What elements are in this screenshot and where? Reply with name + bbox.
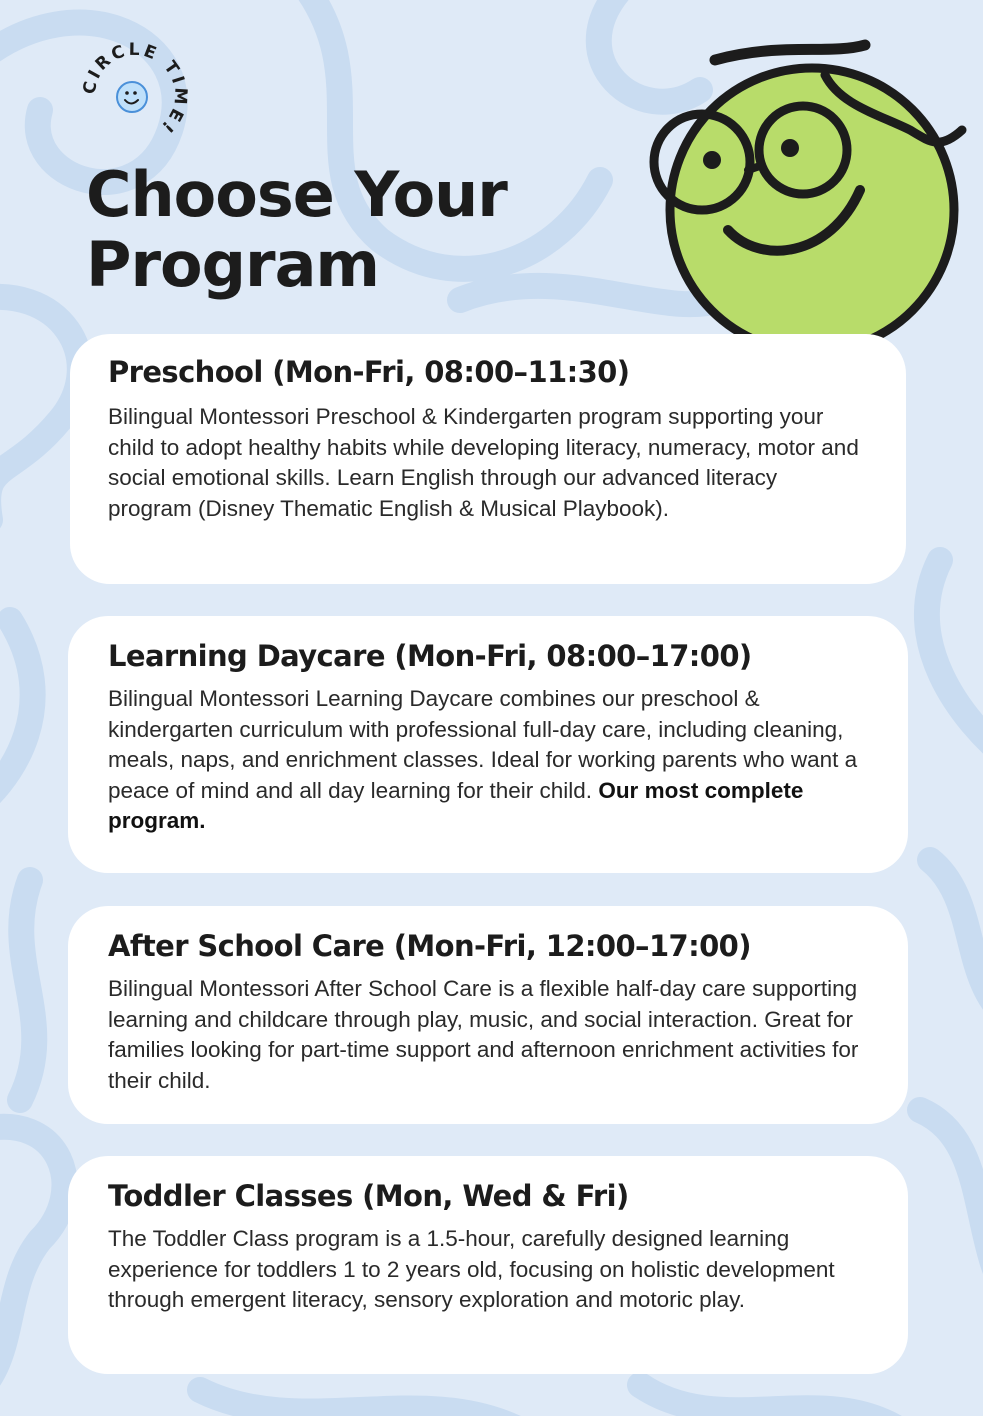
- program-description: The Toddler Class program is a 1.5-hour, carefully designed learning experience for toddlers 1 to 2 years old, focusing on holistic development through emergent literacy, sensory exploration and motoric play.: [108, 1226, 835, 1312]
- logo-text: CIRCLE TIME!: [80, 40, 190, 139]
- program-card-after-school-care: [68, 906, 908, 1124]
- program-title: Preschool (Mon-Fri, 08:00–11:30): [108, 355, 630, 389]
- program-description: Bilingual Montessori After School Care is a flexible half-day care supporting learning and childcare through play, music, and social interaction. Great for families looking for part-time support and afternoon enrichment activities for their child.: [108, 976, 859, 1093]
- program-highlight: Our most complete program.: [108, 777, 804, 833]
- program-card-toddler-classes: [68, 1156, 908, 1374]
- program-card-preschool: [70, 334, 906, 584]
- page-title: Choose Your Program: [86, 158, 507, 301]
- program-card-learning-daycare: [68, 616, 908, 873]
- circle-time-logo: [80, 40, 190, 150]
- mascot-face-icon: [640, 30, 980, 350]
- program-title: Learning Daycare (Mon-Fri, 08:00–17:00): [108, 639, 752, 673]
- program-title: After School Care (Mon-Fri, 12:00–17:00): [108, 929, 751, 963]
- program-description-text: Bilingual Montessori Learning Daycare combines our preschool & kindergarten curriculum with professional full-day care, including cleaning, meals, naps, and enrichment classes. Ideal for working parents who want a peace of mind and all day learning for their child.: [108, 686, 858, 803]
- program-description: Bilingual Montessori Preschool & Kindergarten program supporting your child to adopt healthy habits while developing literacy, numeracy, motor and social emotional skills. Learn English through our advanced literacy program (Disney Thematic English & Musical Playbook).: [108, 404, 859, 521]
- program-title: Toddler Classes (Mon, Wed & Fri): [108, 1179, 629, 1213]
- program-description: [108, 684, 868, 837]
